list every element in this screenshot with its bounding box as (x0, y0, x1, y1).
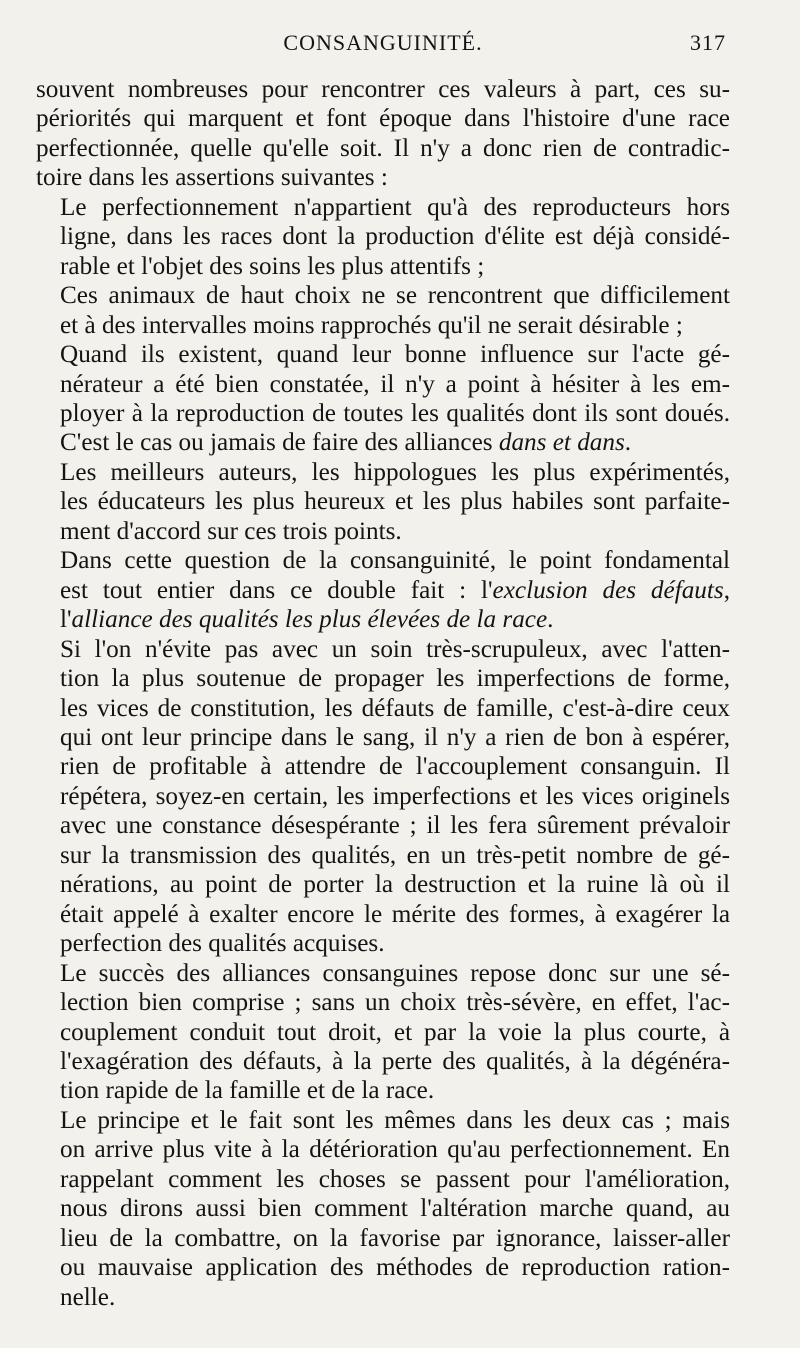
text-line: rable et l'objet des soins les plus attentifs ; (60, 252, 485, 280)
paragraph (36, 959, 730, 1106)
paragraph (36, 193, 730, 281)
body-text (36, 75, 730, 1312)
text-line: Si l'on n'évite pas avec un soin très-scrupuleux, avec l'atten- (60, 635, 730, 663)
paragraph (36, 340, 730, 458)
text-line: nérations, au point de porter la destruction et la ruine là où il (60, 871, 730, 899)
text-line: Le principe et le fait sont les mêmes dans les deux cas ; mais (60, 1106, 730, 1134)
text-line: perfection des qualités acquises. (60, 930, 385, 958)
italic-phrase: dans et dans (498, 429, 625, 457)
text-line: sur la transmission des qualités, en un très-petit nombre de gé- (60, 841, 730, 869)
italic-phrase: alliance des qualités les plus élevées de la race (71, 606, 548, 634)
text-line: Le succès des alliances consanguines repose donc sur une sé- (60, 959, 730, 987)
text-line: ligne, dans les races dont la production d'élite est déjà considé- (60, 223, 730, 251)
text-line: rien de profitable à attendre de l'accouplement consanguin. Il (60, 753, 730, 781)
text-line: nous dirons aussi bien comment l'altération marche quand, au (60, 1195, 730, 1223)
book-page (36, 30, 730, 1330)
text-line: lection bien comprise ; sans un choix très-sévère, en effet, l'ac- (60, 989, 730, 1017)
text-line: était appelé à exalter encore le mérite des formes, à exagérer la (60, 900, 730, 928)
paragraph (36, 458, 730, 546)
paragraph (36, 1106, 730, 1312)
text-line: Ces animaux de haut choix ne se rencontrent que difficilement (60, 282, 730, 310)
text-line: les vices de constitution, les défauts de famille, c'est-à-dire ceux (60, 694, 730, 722)
page-number: 317 (690, 30, 726, 55)
text-line: ou mauvaise application des méthodes de reproduction ration- (60, 1254, 730, 1282)
paragraph (36, 75, 730, 193)
text-line: souvent nombreuses pour rencontrer ces valeurs à part, ces su- (36, 76, 730, 103)
text-line: lieu de la combattre, on la favorise par ignorance, laisser-aller (60, 1224, 730, 1252)
text-line: Dans cette question de la consanguinité, le point fondamental (60, 547, 730, 575)
text-line: perfectionnée, quelle qu'elle soit. Il n'y a donc rien de contradic- (36, 134, 730, 162)
text-line: est tout entier dans ce double fait : l'exclusion des défauts, (60, 576, 730, 604)
text-line: les éducateurs les plus heureux et les plus habiles sont parfaite- (60, 488, 730, 516)
text-line: Quand ils existent, quand leur bonne influence sur l'acte gé- (60, 341, 730, 369)
page-header (36, 30, 730, 64)
text-line: tion rapide de la famille et de la race. (60, 1077, 435, 1105)
text-line: nelle. (60, 1283, 116, 1311)
text-line: répétera, soyez-en certain, les imperfections et les vices originels (60, 782, 730, 810)
paragraph (36, 281, 730, 340)
text-line: Les meilleurs auteurs, les hippologues les plus expérimentés, (60, 458, 730, 486)
text-line: l'exagération des défauts, à la perte des qualités, à la dégénéra- (60, 1047, 730, 1075)
text-line: ment d'accord sur ces trois points. (60, 517, 402, 545)
text-line: périorités qui marquent et font époque dans l'histoire d'une race (36, 105, 730, 133)
text-line: C'est le cas ou jamais de faire des alliances dans et dans. (60, 429, 632, 457)
text-line: nérateur a été bien constatée, il n'y a point à hésiter à les em- (60, 370, 730, 398)
text-line: rappelant comment les choses se passent pour l'amélioration, (60, 1165, 730, 1193)
paragraph (36, 546, 730, 634)
text-line: on arrive plus vite à la détérioration qu'au perfectionnement. En (60, 1136, 730, 1164)
text-line: avec une constance désespérante ; il les fera sûrement prévaloir (60, 812, 730, 840)
text-line: et à des intervalles moins rapprochés qu'il ne serait désirable ; (60, 311, 683, 339)
paragraph (36, 635, 730, 959)
text-line: toire dans les assertions suivantes : (36, 164, 388, 192)
text-line: couplement conduit tout droit, et par la voie la plus courte, à (60, 1018, 730, 1046)
italic-phrase: exclusion des défauts (492, 576, 724, 604)
text-line: ployer à la reproduction de toutes les qualités dont ils sont doués. (60, 399, 730, 427)
text-line: Le perfectionnement n'appartient qu'à des reproducteurs hors (60, 193, 730, 221)
text-line: tion la plus soutenue de propager les imperfections de forme, (60, 665, 730, 693)
text-line: qui ont leur principe dans le sang, il n'y a rien de bon à espérer, (60, 723, 730, 751)
running-title: CONSANGUINITÉ. (283, 30, 483, 55)
text-line: l'alliance des qualités les plus élevées de la race. (60, 606, 554, 634)
